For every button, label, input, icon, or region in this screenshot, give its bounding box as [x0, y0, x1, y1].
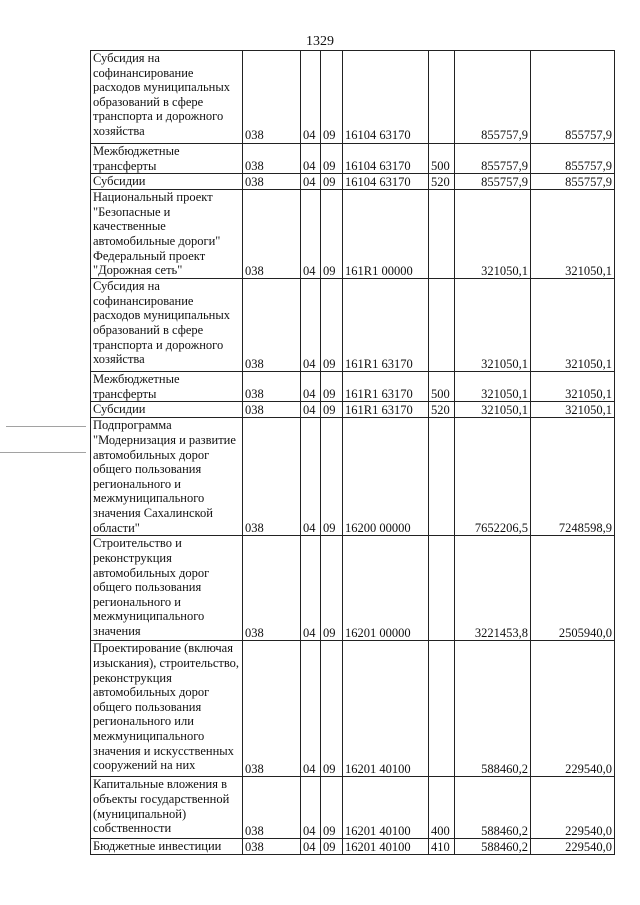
section-code: 04 [301, 190, 321, 279]
subsection-code: 09 [321, 418, 343, 536]
target-code: 16201 40100 [343, 641, 429, 777]
subsection-code: 09 [321, 279, 343, 372]
table-row [91, 641, 615, 777]
amount-2: 229540,0 [531, 641, 615, 777]
amount-1: 855757,9 [455, 144, 531, 174]
amount-1: 321050,1 [455, 372, 531, 402]
section-code: 04 [301, 641, 321, 777]
target-code: 16201 40100 [343, 839, 429, 855]
expense-type-code [429, 279, 455, 372]
amount-2: 855757,9 [531, 51, 615, 144]
subsection-code: 09 [321, 190, 343, 279]
section-code: 04 [301, 418, 321, 536]
subsection-code: 09 [321, 372, 343, 402]
amount-1: 855757,9 [455, 51, 531, 144]
amount-1: 321050,1 [455, 190, 531, 279]
ministry-code: 038 [243, 839, 301, 855]
amount-1: 7652206,5 [455, 418, 531, 536]
row-name: Бюджетные инвестиции [91, 839, 243, 855]
target-code: 161R1 63170 [343, 372, 429, 402]
table-row [91, 174, 615, 190]
ministry-code: 038 [243, 174, 301, 190]
subsection-code: 09 [321, 144, 343, 174]
table-row [91, 777, 615, 839]
expense-type-code [429, 641, 455, 777]
subsection-code: 09 [321, 174, 343, 190]
ministry-code: 038 [243, 641, 301, 777]
ministry-code: 038 [243, 402, 301, 418]
section-code: 04 [301, 536, 321, 641]
row-name: Строительство и реконструкция автомобильных дорог общего пользования регионального и межмуниципального значения [91, 536, 243, 641]
table-row [91, 144, 615, 174]
expense-type-code: 400 [429, 777, 455, 839]
amount-2: 7248598,9 [531, 418, 615, 536]
amount-2: 321050,1 [531, 279, 615, 372]
section-code: 04 [301, 839, 321, 855]
row-name: Подпрограмма "Модернизация и развитие автомобильных дорог общего пользования регионального и межмуниципального значения Сахалинской области" [91, 418, 243, 536]
budget-table [90, 50, 615, 855]
expense-type-code: 520 [429, 174, 455, 190]
amount-2: 2505940,0 [531, 536, 615, 641]
expense-type-code: 520 [429, 402, 455, 418]
scan-artifact-line [6, 426, 86, 427]
expense-type-code: 500 [429, 144, 455, 174]
amount-1: 321050,1 [455, 402, 531, 418]
table-row [91, 402, 615, 418]
section-code: 04 [301, 372, 321, 402]
amount-2: 321050,1 [531, 372, 615, 402]
amount-2: 321050,1 [531, 402, 615, 418]
table-row [91, 839, 615, 855]
target-code: 161R1 00000 [343, 190, 429, 279]
table-row [91, 51, 615, 144]
table-row [91, 536, 615, 641]
amount-1: 588460,2 [455, 641, 531, 777]
scan-artifact-line [0, 452, 86, 453]
row-name: Проектирование (включая изыскания), строительство, реконструкция автомобильных дорог общего пользования регионального или межмуниципального значения и искусственных сооружений на них [91, 641, 243, 777]
ministry-code: 038 [243, 279, 301, 372]
subsection-code: 09 [321, 839, 343, 855]
section-code: 04 [301, 402, 321, 418]
target-code: 16104 63170 [343, 174, 429, 190]
row-name: Капитальные вложения в объекты государственной (муниципальной) собственности [91, 777, 243, 839]
target-code: 161R1 63170 [343, 402, 429, 418]
expense-type-code: 500 [429, 372, 455, 402]
row-name: Межбюджетные трансферты [91, 372, 243, 402]
expense-type-code [429, 536, 455, 641]
page-number: 1329 [306, 34, 334, 49]
target-code: 16104 63170 [343, 144, 429, 174]
amount-1: 588460,2 [455, 839, 531, 855]
amount-2: 855757,9 [531, 174, 615, 190]
table-row [91, 279, 615, 372]
expense-type-code [429, 51, 455, 144]
amount-2: 321050,1 [531, 190, 615, 279]
section-code: 04 [301, 51, 321, 144]
amount-1: 855757,9 [455, 174, 531, 190]
amount-1: 588460,2 [455, 777, 531, 839]
subsection-code: 09 [321, 641, 343, 777]
table-row [91, 372, 615, 402]
amount-1: 321050,1 [455, 279, 531, 372]
subsection-code: 09 [321, 402, 343, 418]
ministry-code: 038 [243, 777, 301, 839]
row-name: Субсидия на софинансирование расходов муниципальных образований в сфере транспорта и дорожного хозяйства [91, 51, 243, 144]
target-code: 16104 63170 [343, 51, 429, 144]
ministry-code: 038 [243, 51, 301, 144]
expense-type-code: 410 [429, 839, 455, 855]
ministry-code: 038 [243, 418, 301, 536]
amount-2: 855757,9 [531, 144, 615, 174]
ministry-code: 038 [243, 144, 301, 174]
amount-2: 229540,0 [531, 777, 615, 839]
subsection-code: 09 [321, 536, 343, 641]
ministry-code: 038 [243, 190, 301, 279]
ministry-code: 038 [243, 536, 301, 641]
amount-2: 229540,0 [531, 839, 615, 855]
table-row [91, 418, 615, 536]
section-code: 04 [301, 279, 321, 372]
section-code: 04 [301, 174, 321, 190]
row-name: Национальный проект "Безопасные и качественные автомобильные дороги" Федеральный проект "Дорожная сеть" [91, 190, 243, 279]
target-code: 161R1 63170 [343, 279, 429, 372]
expense-type-code [429, 418, 455, 536]
table-row [91, 190, 615, 279]
target-code: 16200 00000 [343, 418, 429, 536]
expense-type-code [429, 190, 455, 279]
ministry-code: 038 [243, 372, 301, 402]
subsection-code: 09 [321, 51, 343, 144]
subsection-code: 09 [321, 777, 343, 839]
row-name: Субсидия на софинансирование расходов муниципальных образований в сфере транспорта и дорожного хозяйства [91, 279, 243, 372]
section-code: 04 [301, 777, 321, 839]
section-code: 04 [301, 144, 321, 174]
target-code: 16201 40100 [343, 777, 429, 839]
amount-1: 3221453,8 [455, 536, 531, 641]
row-name: Межбюджетные трансферты [91, 144, 243, 174]
row-name: Субсидии [91, 402, 243, 418]
row-name: Субсидии [91, 174, 243, 190]
target-code: 16201 00000 [343, 536, 429, 641]
